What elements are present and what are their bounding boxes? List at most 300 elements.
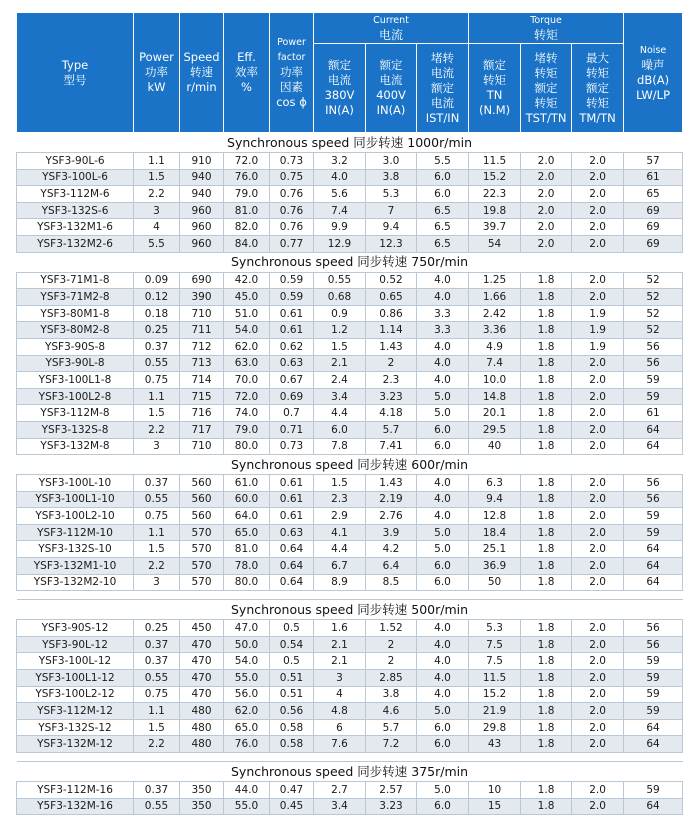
table-cell: 5.0 xyxy=(417,541,469,558)
table-cell: 4 xyxy=(134,219,180,236)
table-cell: 0.5 xyxy=(270,653,314,670)
table-cell: 10.0 xyxy=(469,372,521,389)
table-cell: 470 xyxy=(180,670,224,687)
table-cell: 60.0 xyxy=(224,491,270,508)
table-row xyxy=(17,508,683,525)
table-cell: 2.85 xyxy=(366,670,417,687)
table-cell: 7 xyxy=(366,202,417,219)
spacer-cell xyxy=(17,591,683,600)
table-cell: 63.0 xyxy=(224,355,270,372)
table-cell: 64 xyxy=(624,798,683,815)
table-cell: 59 xyxy=(624,372,683,389)
table-cell: 480 xyxy=(180,703,224,720)
table-cell: 2.0 xyxy=(572,798,624,815)
table-cell: 2.0 xyxy=(572,653,624,670)
table-cell: 1.8 xyxy=(521,475,572,492)
table-cell: 470 xyxy=(180,653,224,670)
table-cell: 2 xyxy=(366,636,417,653)
table-cell: YSF3-71M2-8 xyxy=(17,289,134,306)
table-cell: 11.5 xyxy=(469,153,521,170)
table-cell: 0.55 xyxy=(134,491,180,508)
table-cell: 2.0 xyxy=(521,219,572,236)
table-cell: 2.19 xyxy=(366,491,417,508)
table-cell: 4.0 xyxy=(417,355,469,372)
table-cell: 1.8 xyxy=(521,653,572,670)
table-cell: 3.3 xyxy=(417,305,469,322)
table-cell: 0.47 xyxy=(270,782,314,799)
table-cell: YSF3-100L1-10 xyxy=(17,491,134,508)
table-cell: 50 xyxy=(469,574,521,591)
table-cell: 0.67 xyxy=(270,372,314,389)
table-row xyxy=(17,305,683,322)
table-cell: 3.4 xyxy=(314,798,366,815)
table-cell: 570 xyxy=(180,574,224,591)
table-cell: 3 xyxy=(314,670,366,687)
table-cell: 40 xyxy=(469,438,521,455)
table-cell: YSF3-80M2-8 xyxy=(17,322,134,339)
group-spacer xyxy=(17,753,683,762)
table-cell: 5.7 xyxy=(366,421,417,438)
table-cell: 4.4 xyxy=(314,405,366,422)
table-cell: 64.0 xyxy=(224,508,270,525)
section-heading: Synchronous speed 同步转速 600r/min xyxy=(17,455,683,475)
table-cell: YSF3-112M-12 xyxy=(17,703,134,720)
section-heading: Synchronous speed 同步转速 1000r/min xyxy=(17,133,683,153)
table-row xyxy=(17,782,683,799)
table-cell: 2.2 xyxy=(134,421,180,438)
table-cell: 64 xyxy=(624,719,683,736)
table-row xyxy=(17,372,683,389)
table-cell: 3.8 xyxy=(366,686,417,703)
table-cell: 3.2 xyxy=(314,153,366,170)
table-cell: 81.0 xyxy=(224,202,270,219)
table-cell: 1.8 xyxy=(521,322,572,339)
table-cell: 2.0 xyxy=(572,508,624,525)
table-row xyxy=(17,541,683,558)
section-heading-row xyxy=(17,455,683,475)
table-cell: 0.55 xyxy=(134,670,180,687)
table-cell: 1.8 xyxy=(521,703,572,720)
table-cell: 54 xyxy=(469,235,521,252)
table-cell: 1.52 xyxy=(366,620,417,637)
table-cell: 2.0 xyxy=(572,289,624,306)
table-cell: 70.0 xyxy=(224,372,270,389)
table-cell: 4.0 xyxy=(417,636,469,653)
table-cell: 5.0 xyxy=(417,782,469,799)
table-cell: 7.5 xyxy=(469,653,521,670)
table-cell: YSF3-100L-6 xyxy=(17,169,134,186)
table-cell: 72.0 xyxy=(224,388,270,405)
table-cell: 0.61 xyxy=(270,322,314,339)
table-cell: 480 xyxy=(180,719,224,736)
table-cell: 0.55 xyxy=(314,272,366,289)
table-cell: YSF3-100L2-10 xyxy=(17,508,134,525)
table-cell: 2.0 xyxy=(572,372,624,389)
table-cell: 2.0 xyxy=(572,405,624,422)
table-cell: 20.1 xyxy=(469,405,521,422)
table-cell: 2.3 xyxy=(366,372,417,389)
table-cell: 6.0 xyxy=(314,421,366,438)
table-cell: 7.4 xyxy=(469,355,521,372)
col-header-max-torque-ratio: 最大 转矩 额定 转矩 TM/TN xyxy=(572,44,624,133)
table-row xyxy=(17,524,683,541)
table-cell: 55.0 xyxy=(224,670,270,687)
table-cell: 940 xyxy=(180,186,224,203)
table-cell: 450 xyxy=(180,620,224,637)
table-cell: YSF3-90S-12 xyxy=(17,620,134,637)
col-group-current: Current 电流 xyxy=(314,13,469,44)
table-cell: 0.69 xyxy=(270,388,314,405)
table-cell: 0.61 xyxy=(270,475,314,492)
table-cell: 0.86 xyxy=(366,305,417,322)
col-header-power: Power 功率 kW xyxy=(134,13,180,133)
table-cell: 0.63 xyxy=(270,355,314,372)
table-cell: 64 xyxy=(624,438,683,455)
table-cell: 0.52 xyxy=(366,272,417,289)
table-cell: 59 xyxy=(624,703,683,720)
table-cell: YSF3-132M1-10 xyxy=(17,558,134,575)
table-cell: 8.9 xyxy=(314,574,366,591)
section-heading: Synchronous speed 同步转速 750r/min xyxy=(17,252,683,272)
table-cell: 1.5 xyxy=(134,541,180,558)
table-cell: YSF3-112M-10 xyxy=(17,524,134,541)
table-cell: 0.64 xyxy=(270,574,314,591)
table-cell: 14.8 xyxy=(469,388,521,405)
table-cell: 64 xyxy=(624,574,683,591)
table-cell: 1.43 xyxy=(366,338,417,355)
table-cell: 4.0 xyxy=(417,338,469,355)
table-cell: 59 xyxy=(624,670,683,687)
table-cell: 59 xyxy=(624,508,683,525)
table-cell: 0.25 xyxy=(134,322,180,339)
table-cell: 0.37 xyxy=(134,782,180,799)
table-cell: 0.7 xyxy=(270,405,314,422)
table-cell: 0.59 xyxy=(270,289,314,306)
table-cell: 72.0 xyxy=(224,153,270,170)
table-cell: 0.51 xyxy=(270,686,314,703)
table-cell: 1.8 xyxy=(521,372,572,389)
table-cell: 6.0 xyxy=(417,574,469,591)
table-cell: 59 xyxy=(624,686,683,703)
table-cell: 1.8 xyxy=(521,438,572,455)
table-cell: 0.37 xyxy=(134,338,180,355)
col-header-speed: Speed 转速 r/min xyxy=(180,13,224,133)
table-cell: 6.0 xyxy=(417,798,469,815)
table-cell: 1.8 xyxy=(521,620,572,637)
table-cell: 0.55 xyxy=(134,798,180,815)
table-cell: YSF3-132S-6 xyxy=(17,202,134,219)
table-cell: 61.0 xyxy=(224,475,270,492)
table-cell: 36.9 xyxy=(469,558,521,575)
table-cell: 5.0 xyxy=(417,405,469,422)
table-cell: 50.0 xyxy=(224,636,270,653)
table-cell: 29.5 xyxy=(469,421,521,438)
table-cell: 0.54 xyxy=(270,636,314,653)
table-row xyxy=(17,491,683,508)
table-cell: 1.8 xyxy=(521,670,572,687)
table-cell: 6.0 xyxy=(417,169,469,186)
table-row xyxy=(17,272,683,289)
table-cell: 21.9 xyxy=(469,703,521,720)
table-cell: 0.61 xyxy=(270,491,314,508)
table-cell: 1.8 xyxy=(521,798,572,815)
table-row xyxy=(17,153,683,170)
table-cell: 7.4 xyxy=(314,202,366,219)
table-cell: 79.0 xyxy=(224,421,270,438)
table-cell: 19.8 xyxy=(469,202,521,219)
table-row xyxy=(17,620,683,637)
table-cell: 4.0 xyxy=(417,670,469,687)
table-cell: 0.51 xyxy=(270,670,314,687)
table-cell: YSF3-100L-10 xyxy=(17,475,134,492)
table-cell: 6.0 xyxy=(417,719,469,736)
table-cell: 2.0 xyxy=(572,272,624,289)
col-header-current-380v: 额定 电流 380V IN(A) xyxy=(314,44,366,133)
table-cell: 560 xyxy=(180,475,224,492)
table-cell: 44.0 xyxy=(224,782,270,799)
table-cell: 54.0 xyxy=(224,322,270,339)
table-cell: 29.8 xyxy=(469,719,521,736)
table-cell: 52 xyxy=(624,272,683,289)
table-cell: 7.6 xyxy=(314,736,366,753)
col-header-efficiency: Eff. 效率 % xyxy=(224,13,270,133)
table-cell: 713 xyxy=(180,355,224,372)
table-cell: 5.0 xyxy=(417,524,469,541)
table-cell: 0.76 xyxy=(270,219,314,236)
table-cell: 65 xyxy=(624,186,683,203)
table-cell: 1.8 xyxy=(521,338,572,355)
table-cell: 3.23 xyxy=(366,798,417,815)
table-cell: 710 xyxy=(180,305,224,322)
table-cell: YSF3-90L-8 xyxy=(17,355,134,372)
table-cell: YSF3-100L1-8 xyxy=(17,372,134,389)
table-cell: 1.8 xyxy=(521,272,572,289)
table-row xyxy=(17,653,683,670)
table-cell: 1.5 xyxy=(134,405,180,422)
table-cell: 0.09 xyxy=(134,272,180,289)
table-cell: YSF3-100L2-12 xyxy=(17,686,134,703)
table-cell: YSF3-90L-6 xyxy=(17,153,134,170)
table-cell: 6.0 xyxy=(417,736,469,753)
table-row xyxy=(17,421,683,438)
table-row xyxy=(17,169,683,186)
table-cell: 0.55 xyxy=(134,355,180,372)
table-cell: YSF3-132S-10 xyxy=(17,541,134,558)
table-cell: 5.3 xyxy=(469,620,521,637)
table-cell: 0.18 xyxy=(134,305,180,322)
table-cell: 0.61 xyxy=(270,508,314,525)
table-cell: 1.9 xyxy=(572,338,624,355)
table-cell: 2.7 xyxy=(314,782,366,799)
table-cell: 55.0 xyxy=(224,798,270,815)
table-cell: 4.0 xyxy=(417,508,469,525)
table-cell: 1.5 xyxy=(314,338,366,355)
table-cell: 43 xyxy=(469,736,521,753)
table-cell: 6.5 xyxy=(417,202,469,219)
table-cell: 52 xyxy=(624,305,683,322)
table-cell: 2.0 xyxy=(572,541,624,558)
table-cell: 0.75 xyxy=(134,508,180,525)
table-cell: 1.8 xyxy=(521,289,572,306)
table-cell: 3.36 xyxy=(469,322,521,339)
spec-sheet xyxy=(16,12,671,815)
table-cell: 0.75 xyxy=(270,169,314,186)
table-cell: 69 xyxy=(624,219,683,236)
col-header-locked-torque-ratio: 堵转 转矩 额定 转矩 TST/TN xyxy=(521,44,572,133)
table-cell: 0.58 xyxy=(270,719,314,736)
table-cell: 5.0 xyxy=(417,703,469,720)
table-cell: 81.0 xyxy=(224,541,270,558)
table-cell: 15.2 xyxy=(469,686,521,703)
table-cell: 52 xyxy=(624,289,683,306)
table-cell: 65.0 xyxy=(224,719,270,736)
table-cell: YSF3-80M1-8 xyxy=(17,305,134,322)
table-cell: 64 xyxy=(624,421,683,438)
table-cell: 4.18 xyxy=(366,405,417,422)
table-cell: 2.0 xyxy=(572,558,624,575)
table-row xyxy=(17,798,683,815)
table-cell: 2.0 xyxy=(572,475,624,492)
table-cell: 960 xyxy=(180,219,224,236)
table-cell: 0.12 xyxy=(134,289,180,306)
table-cell: 711 xyxy=(180,322,224,339)
table-cell: YSF3-90L-12 xyxy=(17,636,134,653)
table-cell: 390 xyxy=(180,289,224,306)
table-cell: 1.8 xyxy=(521,355,572,372)
table-cell: 59 xyxy=(624,653,683,670)
table-cell: 0.68 xyxy=(314,289,366,306)
table-cell: 6.4 xyxy=(366,558,417,575)
table-cell: 2.0 xyxy=(572,219,624,236)
table-cell: 1.43 xyxy=(366,475,417,492)
table-cell: 57 xyxy=(624,153,683,170)
table-cell: 1.2 xyxy=(314,322,366,339)
table-cell: 2.0 xyxy=(572,169,624,186)
table-row xyxy=(17,235,683,252)
table-cell: 2.0 xyxy=(521,235,572,252)
table-cell: 716 xyxy=(180,405,224,422)
table-body xyxy=(17,133,683,815)
table-cell: 6 xyxy=(314,719,366,736)
table-row xyxy=(17,703,683,720)
table-cell: 7.8 xyxy=(314,438,366,455)
table-cell: 1.5 xyxy=(134,719,180,736)
col-header-type: Type 型号 xyxy=(17,13,134,133)
table-cell: 79.0 xyxy=(224,186,270,203)
table-row xyxy=(17,574,683,591)
table-cell: YSF3-90S-8 xyxy=(17,338,134,355)
table-cell: 4.0 xyxy=(417,491,469,508)
table-cell: 6.0 xyxy=(417,186,469,203)
table-cell: 2.1 xyxy=(314,355,366,372)
table-cell: 2.0 xyxy=(572,491,624,508)
table-cell: 84.0 xyxy=(224,235,270,252)
table-cell: 3.8 xyxy=(366,169,417,186)
table-cell: 2.0 xyxy=(572,686,624,703)
table-cell: 2.0 xyxy=(572,636,624,653)
table-cell: 2 xyxy=(366,653,417,670)
table-cell: 5.0 xyxy=(417,388,469,405)
table-cell: 25.1 xyxy=(469,541,521,558)
table-cell: 3.4 xyxy=(314,388,366,405)
table-cell: 0.76 xyxy=(270,186,314,203)
table-cell: 0.5 xyxy=(270,620,314,637)
table-row xyxy=(17,736,683,753)
table-cell: 9.4 xyxy=(366,219,417,236)
table-cell: 4.0 xyxy=(314,169,366,186)
table-cell: 0.62 xyxy=(270,338,314,355)
table-cell: YSF3-100L-12 xyxy=(17,653,134,670)
table-cell: 8.5 xyxy=(366,574,417,591)
table-row xyxy=(17,202,683,219)
table-cell: 5.5 xyxy=(417,153,469,170)
table-cell: 2.3 xyxy=(314,491,366,508)
table-row xyxy=(17,186,683,203)
table-cell: 1.8 xyxy=(521,541,572,558)
table-cell: 1.5 xyxy=(314,475,366,492)
table-cell: 76.0 xyxy=(224,169,270,186)
table-cell: 6.0 xyxy=(417,421,469,438)
table-cell: 2.0 xyxy=(572,186,624,203)
section-heading-row xyxy=(17,252,683,272)
table-cell: 52 xyxy=(624,322,683,339)
table-cell: 714 xyxy=(180,372,224,389)
table-cell: 0.63 xyxy=(270,524,314,541)
table-cell: 2.0 xyxy=(572,421,624,438)
table-cell: 0.64 xyxy=(270,541,314,558)
table-cell: 0.25 xyxy=(134,620,180,637)
table-cell: 3.9 xyxy=(366,524,417,541)
table-cell: 39.7 xyxy=(469,219,521,236)
col-header-noise: Noise 噪声 dB(A) LW/LP xyxy=(624,13,683,133)
table-cell: YSF3-100L2-8 xyxy=(17,388,134,405)
table-cell: 0.77 xyxy=(270,235,314,252)
table-cell: 6.0 xyxy=(417,558,469,575)
table-cell: 62.0 xyxy=(224,703,270,720)
table-cell: 82.0 xyxy=(224,219,270,236)
col-header-rated-torque: 额定 转矩 TN (N.M) xyxy=(469,44,521,133)
table-cell: 1.8 xyxy=(521,524,572,541)
table-cell: 65.0 xyxy=(224,524,270,541)
table-cell: 0.9 xyxy=(314,305,366,322)
table-cell: 2.42 xyxy=(469,305,521,322)
table-cell: 1.8 xyxy=(521,558,572,575)
table-cell: 3 xyxy=(134,202,180,219)
col-header-locked-current-ratio: 堵转 电流 额定 电流 IST/IN xyxy=(417,44,469,133)
table-cell: 2.9 xyxy=(314,508,366,525)
table-cell: 4.0 xyxy=(417,686,469,703)
table-row xyxy=(17,322,683,339)
table-cell: 1.8 xyxy=(521,574,572,591)
table-cell: 61 xyxy=(624,405,683,422)
table-cell: 2.0 xyxy=(572,235,624,252)
table-cell: YSF3-132M-12 xyxy=(17,736,134,753)
table-cell: 11.5 xyxy=(469,670,521,687)
table-cell: 80.0 xyxy=(224,574,270,591)
table-cell: 2.57 xyxy=(366,782,417,799)
table-cell: 4.2 xyxy=(366,541,417,558)
table-cell: 12.8 xyxy=(469,508,521,525)
table-cell: 1.1 xyxy=(134,153,180,170)
table-cell: 64 xyxy=(624,736,683,753)
table-cell: 0.61 xyxy=(270,305,314,322)
table-cell: 5.3 xyxy=(366,186,417,203)
table-cell: 1.9 xyxy=(572,322,624,339)
table-cell: 59 xyxy=(624,388,683,405)
table-row xyxy=(17,289,683,306)
table-cell: 56.0 xyxy=(224,686,270,703)
table-cell: 2.0 xyxy=(572,620,624,637)
